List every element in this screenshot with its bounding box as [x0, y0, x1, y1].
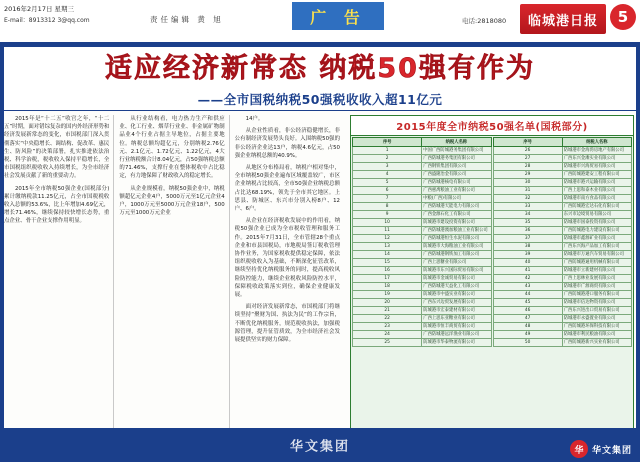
- taxpayer-name: 广西防城港远洋渔业有限公司: [422, 331, 491, 339]
- rank-no: 25: [353, 339, 422, 347]
- table-row: [493, 203, 632, 211]
- taxpayer-name: 防城港市广源商贸有限公司: [562, 283, 631, 291]
- article-paragraph: 从行业结构看，电力热力生产和供应业、化工行业、烟草行业业、非金属矿物制品业4个行业占据主导地位，占据主要地位。纳税总额均超亿元，分别纳税2.76亿元、2.1亿元、1.72亿元、1.22亿元，4大行业纳税额合计8.04亿元，占50强纳税总额的71.46%，支撑行业在整体税收中占比稳定，有力地保障了财政收入的稳定增长。: [119, 116, 225, 180]
- rank-no: 8: [353, 203, 422, 211]
- table-row: [493, 291, 632, 299]
- ad-label: 广 告: [310, 7, 366, 27]
- taxpayer-name: 广西东兴进出口贸易有限公司: [562, 307, 631, 315]
- article-paragraph: 从地区分布格局看，纳税户相对集中，全市纳税50强企业遍布区域覆盖较广，市区企业纳税占比较高，全市50强企业纳税总额占比达68.19%，领先于全市其它地区。上思县、防城区、东兴市分别入榜8户、12户、6户。: [234, 165, 340, 213]
- taxpayer-name: 防城港市东兴国际贸易有限公司: [422, 267, 491, 275]
- page-title: 适应经济新常态 纳税50强有作为: [105, 53, 535, 84]
- watermark-text: 华文集团: [591, 445, 632, 456]
- taxpayer-name: 广西东兴海产品加工有限公司: [562, 243, 631, 251]
- article-column: [4, 115, 114, 441]
- page-content: [0, 111, 640, 441]
- table-row: [493, 267, 632, 275]
- taxpayer-name: 广西盛隆冶金有限公司: [422, 171, 491, 179]
- taxpayer-name: 防城港市永盛置业有限公司: [562, 315, 631, 323]
- taxpayer-name: 中国广西防城港务集团有限公司: [422, 147, 491, 155]
- taxpayer-name: 中粮(广西)有限公司: [422, 195, 491, 203]
- table-row: [493, 307, 632, 315]
- taxpayer-name: 防城港市兴海贸易有限公司: [562, 163, 631, 171]
- article-columns: [4, 115, 344, 441]
- col-header-no: 序号: [353, 138, 422, 147]
- taxpayer-name: 广西防城港天益化工有限公司: [422, 283, 491, 291]
- taxpayer-name: 防城港市华泰物流有限公司: [422, 339, 491, 347]
- taxpayer-name: 防城港市万通汽车贸易有限公司: [562, 251, 631, 259]
- taxpayer-name: 防城港市南方食品有限公司: [562, 195, 631, 203]
- table-row: [353, 291, 492, 299]
- table-row: [353, 331, 492, 339]
- rank-no: 40: [493, 259, 562, 267]
- table-row: [493, 187, 632, 195]
- rank-no: 24: [353, 331, 422, 339]
- taxpayer-name: 广西防城港钢铁加工有限公司: [422, 251, 491, 259]
- taxpayer-name: 防城港市港兴运输有限公司: [562, 179, 631, 187]
- table-row: [493, 219, 632, 227]
- rank-no: 10: [353, 219, 422, 227]
- article-column: [235, 115, 344, 441]
- table-row: [353, 315, 492, 323]
- phone-line: 电话:2818080: [462, 17, 507, 25]
- rank-no: 2: [353, 155, 422, 163]
- table-row: [353, 323, 492, 331]
- rank-no: 21: [353, 307, 422, 315]
- table-row: [353, 211, 492, 219]
- taxpayer-name: 防城港市国泰投资有限公司: [562, 219, 631, 227]
- taxpayer-name: 广西防城港核电有限公司: [422, 179, 491, 187]
- article-paragraph: 2015年是“十二五”收官之年，“十二五”时期，面对错综复杂的国内外经济形势和经济发展新常态的变化，市国税部门深入贯彻落实“中央稳增长、调结构、促改革、惠民生、防风险”的决策部署，扎实推进依法治税、科学治税，税收收入保持平稳增长，全市国税组织税收收入持续增长，为全市经济社会发展贡献了新的重要动力。: [4, 116, 110, 180]
- rank-no: 15: [353, 259, 422, 267]
- table-row: [493, 147, 632, 155]
- rank-table-right-wrap: [493, 137, 633, 347]
- table-row: [493, 259, 632, 267]
- paper-logo: 临城港日报: [520, 4, 606, 34]
- article-column: [119, 115, 229, 441]
- ad-banner: [292, 2, 384, 30]
- table-row: [493, 163, 632, 171]
- taxpayer-name: 防城港市信达物资有限公司: [562, 299, 631, 307]
- rank-no: 22: [353, 315, 422, 323]
- masthead-left-info: [4, 4, 90, 26]
- right-border-bar: [636, 42, 640, 428]
- rank-no: 29: [493, 171, 562, 179]
- taxpayer-name: 广西防城港宏达石化有限公司: [562, 203, 631, 211]
- rank-no: 4: [353, 171, 422, 179]
- taxpayer-name: 广西防城港建安工程有限公司: [562, 171, 631, 179]
- rank-no: 41: [493, 267, 562, 275]
- rank-no: 45: [493, 299, 562, 307]
- table-row: [493, 275, 632, 283]
- page-number-badge: 5: [610, 4, 636, 30]
- rank-no: 3: [353, 163, 422, 171]
- table-row: [493, 195, 632, 203]
- rank-panel: [350, 115, 634, 441]
- rank-table-left-wrap: [352, 137, 492, 347]
- table-row: [353, 147, 492, 155]
- taxpayer-name: 广西钢铁集团有限公司: [422, 163, 491, 171]
- rank-no: 31: [493, 187, 562, 195]
- table-row: [353, 267, 492, 275]
- rank-no: 44: [493, 291, 562, 299]
- taxpayer-name: 广西防城港恒生水泥有限公司: [422, 235, 491, 243]
- rank-no: 36: [493, 227, 562, 235]
- rank-no: 12: [353, 235, 422, 243]
- rank-no: 48: [493, 323, 562, 331]
- table-row: [493, 251, 632, 259]
- rank-no: 37: [493, 235, 562, 243]
- masthead: [0, 0, 640, 44]
- taxpayer-name: 广西惠禹粮油工业有限公司: [422, 187, 491, 195]
- rank-no: 7: [353, 195, 422, 203]
- taxpayer-name: 广西防城港电力建设有限公司: [562, 227, 631, 235]
- rank-no: 28: [493, 163, 562, 171]
- rank-no: 9: [353, 211, 422, 219]
- taxpayer-name: 广西东兴边贸发展有限公司: [422, 299, 491, 307]
- taxpayer-name: 东兴市边境贸易有限公司: [562, 211, 631, 219]
- rank-no: 1: [353, 147, 422, 155]
- footer-bar: [0, 428, 640, 462]
- taxpayer-name: 广西东兴金滩实业有限公司: [562, 155, 631, 163]
- editor-line: 责任编辑 黄 旭: [150, 15, 224, 24]
- rank-no: 43: [493, 283, 562, 291]
- rank-no: 14: [353, 251, 422, 259]
- rank-panel-title: 2015年度全市纳税50强名单(国税部分): [351, 116, 633, 136]
- table-row: [493, 243, 632, 251]
- rank-no: 6: [353, 187, 422, 195]
- rank-no: 11: [353, 227, 422, 235]
- taxpayer-name: 防城港市利民粮油有限公司: [562, 331, 631, 339]
- rank-no: 46: [493, 307, 562, 315]
- table-row: [353, 243, 492, 251]
- rank-no: 35: [493, 219, 562, 227]
- table-row: [353, 187, 492, 195]
- col-header-name: 纳税人名称: [562, 138, 631, 147]
- rank-no: 32: [493, 195, 562, 203]
- headline-block: [0, 47, 640, 111]
- publication-date: 2016年2月17日 星期三: [4, 5, 75, 13]
- taxpayer-name: 防城港市宏泰建材有限公司: [422, 307, 491, 315]
- article-paragraph: 从企业性质看，非公经济稳健增长，非公有制经济发展势头良好。入围纳税50强的非公经济企业达13户，纳税4.6亿元，占50强企业纳税总额的40.9%。: [234, 128, 340, 159]
- table-row: [353, 179, 492, 187]
- table-row: [493, 331, 632, 339]
- taxpayer-name: 防城港市鑫源矿业有限公司: [562, 235, 631, 243]
- table-row: [353, 163, 492, 171]
- table-row: [493, 323, 632, 331]
- article-paragraph: 2015年全市纳税50强企业(国税部分)累计缴纳税款11.25亿元，占全市国税税收收入总额的53.6%，比上年增加4.69亿元，增长71.46%，继续保持较快增长态势，重点企业、骨干企业支撑作用明显。: [4, 185, 110, 225]
- watermark-logo-icon: 华: [570, 440, 588, 458]
- center-watermark: 华文集团: [289, 439, 351, 455]
- table-row: [353, 155, 492, 163]
- rank-no: 23: [353, 323, 422, 331]
- taxpayer-name: 广西防城港环保科技有限公司: [562, 323, 631, 331]
- taxpayer-name: 防城港市大海粮油工业有限公司: [422, 243, 491, 251]
- table-row: [353, 299, 492, 307]
- col-header-no: 序号: [493, 138, 562, 147]
- taxpayer-name: 广西金源石化工有限公司: [422, 211, 491, 219]
- table-row: [353, 219, 492, 227]
- col-header-name: 纳税人名称: [422, 138, 491, 147]
- rank-no: 49: [493, 331, 562, 339]
- taxpayer-name: 防城港市金海湾房地产有限公司: [562, 147, 631, 155]
- taxpayer-name: 广西防城港新兴实业有限公司: [562, 339, 631, 347]
- rank-no: 18: [353, 283, 422, 291]
- table-row: [493, 171, 632, 179]
- table-row: [353, 227, 492, 235]
- article-paragraph: 14户。: [245, 116, 264, 122]
- taxpayer-name: 广西防城港通用机械有限公司: [562, 259, 631, 267]
- table-header-row: [353, 138, 492, 147]
- rank-table-right: [493, 137, 633, 347]
- table-row: [493, 299, 632, 307]
- rank-table-left: [352, 137, 492, 347]
- article-paragraph: 从企业规模看，纳税50强企业中，纳税额超亿元企业4户，5000万元至1亿元企业4户，1000万元至5000万元企业18户，500万元至1000万元企业: [119, 185, 225, 217]
- rank-no: 34: [493, 211, 562, 219]
- page-subtitle: ——全市国税纳税50强税收收入超11亿元: [197, 92, 443, 107]
- rank-no: 26: [493, 147, 562, 155]
- taxpayer-name: 广西防城港港口服务有限公司: [562, 291, 631, 299]
- rank-no: 13: [353, 243, 422, 251]
- rank-no: 42: [493, 275, 562, 283]
- table-row: [493, 227, 632, 235]
- table-row: [353, 259, 492, 267]
- rank-no: 33: [493, 203, 562, 211]
- table-row: [493, 155, 632, 163]
- email-line: E-mail：8913312 3@qq.com: [4, 17, 90, 24]
- taxpayer-name: 防城港市建设投资有限公司: [422, 219, 491, 227]
- article-paragraph: 面对经济发展新常态，市国税部门将继续坚持“聚财为国、执法为民”的工作宗旨，不断优化纳税服务，规范税收执法，加强税源管理，提升征管质效，为全市经济社会发展提供坚实的财力保障。: [234, 304, 340, 344]
- footer-inner: [0, 428, 640, 462]
- watermark-group: [570, 440, 632, 458]
- table-row: [353, 251, 492, 259]
- rank-table-left-body: [353, 147, 492, 347]
- rank-no: 47: [493, 315, 562, 323]
- rank-no: 38: [493, 243, 562, 251]
- table-row: [353, 283, 492, 291]
- rank-no: 17: [353, 275, 422, 283]
- taxpayer-name: 防城港市立新建材有限公司: [562, 267, 631, 275]
- taxpayer-name: 广西上思糖业有限公司: [422, 259, 491, 267]
- table-row: [353, 235, 492, 243]
- taxpayer-name: 广西防城港澳加粮油工业有限公司: [422, 227, 491, 235]
- table-row: [493, 179, 632, 187]
- table-row: [353, 203, 492, 211]
- table-row: [353, 275, 492, 283]
- rank-no: 27: [493, 155, 562, 163]
- table-row: [493, 315, 632, 323]
- rank-no: 20: [353, 299, 422, 307]
- rank-no: 30: [493, 179, 562, 187]
- taxpayer-name: 防城港市金诚贸易有限公司: [422, 275, 491, 283]
- rank-no: 50: [493, 339, 562, 347]
- taxpayer-name: 广西上思林业发展有限公司: [562, 275, 631, 283]
- taxpayer-name: 广西上思东亚糖业有限公司: [422, 315, 491, 323]
- rank-table-right-body: [493, 147, 632, 347]
- table-row: [493, 211, 632, 219]
- taxpayer-name: 广西防城港务集团有限公司: [422, 155, 491, 163]
- table-row: [353, 195, 492, 203]
- table-header-row: [493, 138, 632, 147]
- rank-no: 19: [353, 291, 422, 299]
- article-paragraph: 从企业在经济税收发展中的作用看，纳税50强企业已成为全市税收管理和服务工作。2015年7月31日，全市管辖28个重点企业和市县国税局，市地税局签订税收管理协作业务，为国家税收提供稳定保障，依法组织税收收入为基础，不断深化征管改革，继续坚持优化纳税服务的同时，提高税收风险防控能力，继续企业税收风险防控水平，保障税收政策落实到位，确保企业健康发展。: [234, 218, 340, 299]
- taxpayer-name: 广西上思和泰木业有限公司: [562, 187, 631, 195]
- table-row: [493, 283, 632, 291]
- table-row: [353, 171, 492, 179]
- table-row: [493, 339, 632, 347]
- table-row: [353, 339, 492, 347]
- taxpayer-name: 防城港市中盛实业有限公司: [422, 291, 491, 299]
- table-row: [353, 307, 492, 315]
- table-row: [493, 235, 632, 243]
- left-border-bar: [0, 42, 4, 428]
- rank-no: 16: [353, 267, 422, 275]
- rank-no: 5: [353, 179, 422, 187]
- rank-panel-body: [351, 136, 633, 348]
- taxpayer-name: 广西防城港天能电力有限公司: [422, 203, 491, 211]
- rank-no: 39: [493, 251, 562, 259]
- taxpayer-name: 防城港市恒丰商贸有限公司: [422, 323, 491, 331]
